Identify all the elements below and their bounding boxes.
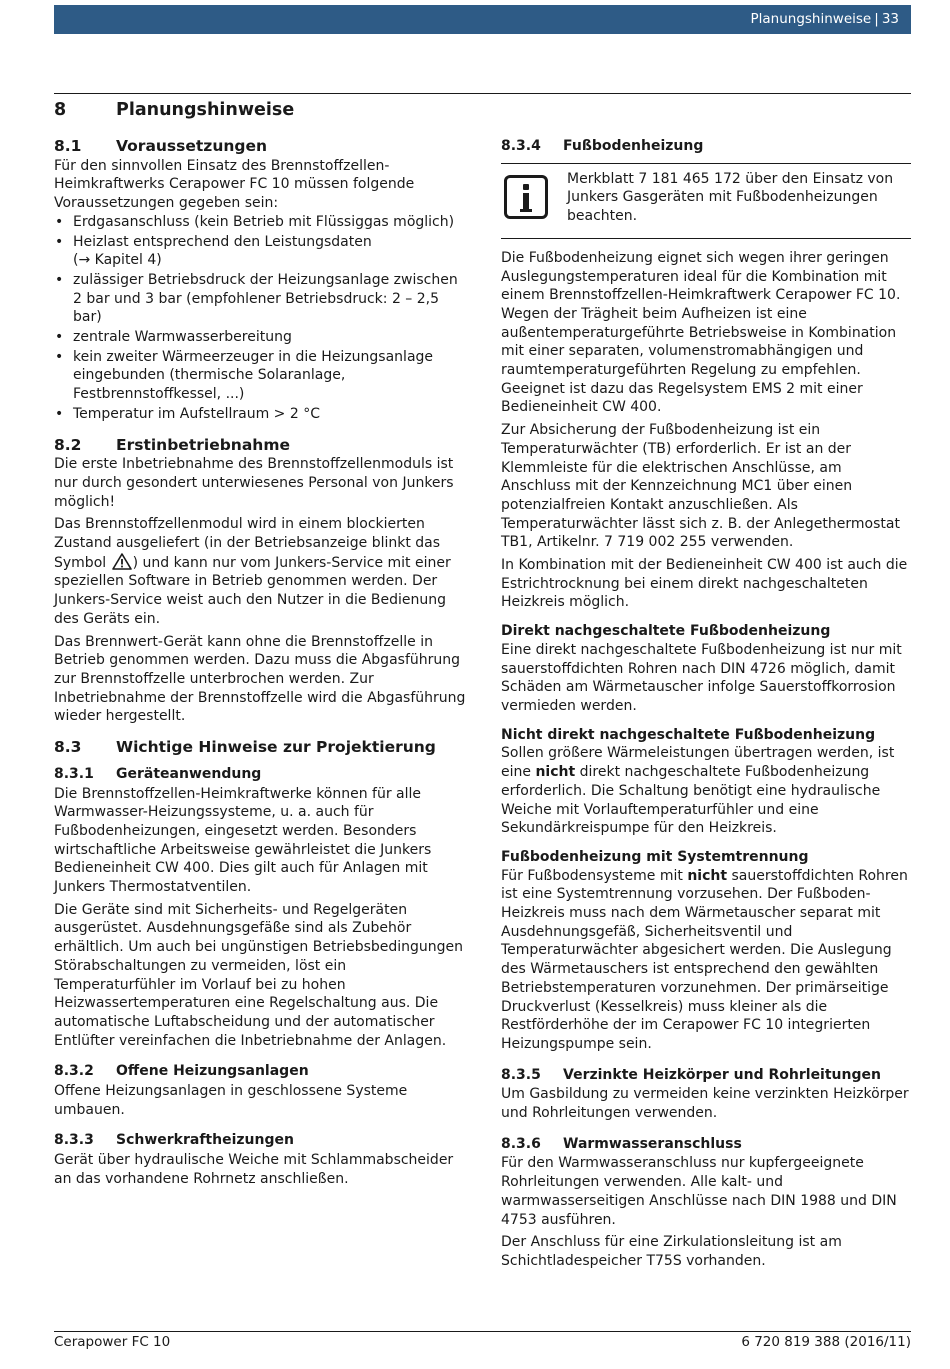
section-heading-8-3-3 — [54, 1131, 469, 1150]
section-number: 8.3.5 — [501, 1066, 541, 1083]
section-title: Fußbodenheizung — [563, 138, 704, 154]
section-heading-8-3-5 — [501, 1066, 911, 1085]
paragraph-text: direkt nachgeschaltete Fußbodenheizung erforderlich. Die Schaltung benötigt eine hydraulische Weiche mit Vorlauftemperaturfühler und eine Sekundärkreispumpe für den Heizkreis. — [501, 764, 881, 837]
bullet-icon: • — [55, 271, 64, 288]
requirements-list — [54, 213, 469, 424]
list-item-text: kein zweiter Wärmeerzeuger in die Heizungsanlage eingebunden (thermische Solaranlage, Festbrennstoffkessel, ...) — [73, 348, 434, 403]
list-item — [54, 233, 469, 270]
paragraph: Zur Absicherung der Fußbodenheizung ist ein Temperaturwächter (TB) erforderlich. Er ist an der Klemmleiste für die elektrischen Anschlüsse, am Anschluss mit der Kennzeichnung MC1 über einen potenzialfreien Kontakt anzuschließen. Als Temperaturwächter lässt sich z. B. der Anlegethermostat TB1, Artikelnr. 7 719 002 255 verwenden. — [501, 422, 900, 551]
running-header — [751, 11, 900, 27]
section-title: Offene Heizungsanlagen — [116, 1063, 309, 1080]
paragraph-text: Für Fußbodensysteme mit — [501, 867, 683, 884]
section-number: 8.3.6 — [501, 1135, 541, 1152]
paragraph — [501, 744, 911, 838]
section-number: 8.1 — [54, 137, 82, 155]
bullet-icon: • — [55, 233, 64, 250]
paragraph-text: sauerstoffdichten Rohren ist eine Systemtrennung vorzusehen. Der Fußboden-Heizkreis muss nach dem Wärmetauscher separat mit Ausdehnungsgefäß, Sicherheitsventil und Temperaturwächter abgesichert werden. Die Auslegung des Wärmetauschers ist entsprechend den gewählten Betriebstemperaturen vorzunehmen. Der primärseitige Druckverlust (Kesselkreis) muss kleiner als die Restförderhöhe der im Cerapower FC 10 integrierten Heizungspumpe sein. — [501, 867, 908, 1052]
section-title: Verzinkte Heizkörper und Rohrleitungen — [563, 1066, 881, 1083]
chapter-number: 8 — [54, 100, 67, 120]
subheading: Nicht direkt nachgeschaltete Fußbodenheizung — [501, 726, 876, 743]
list-item — [54, 328, 469, 347]
section-title: Wichtige Hinweise zur Projektierung — [116, 738, 436, 757]
chapter-title — [54, 100, 294, 120]
bullet-icon: • — [55, 213, 64, 230]
info-icon — [504, 175, 548, 219]
subheading: Direkt nachgeschaltete Fußbodenheizung — [501, 623, 831, 640]
info-note — [501, 163, 911, 239]
section-number: 8.3.1 — [54, 765, 94, 782]
chapter-title-text: Planungshinweise — [116, 100, 295, 120]
paragraph-text: Das Brennstoffzellenmodul wird in einem blockierten Zustand ausgeliefert (in der Betriebsanzeige blinkt das Symbol — [54, 516, 441, 571]
section-heading-8-3 — [54, 738, 469, 757]
section-heading-8-3-4 — [501, 137, 911, 156]
paragraph-text: Sollen größere Wärmeleistungen übertragen werden, ist eine — [501, 745, 895, 781]
footer-rule — [54, 1331, 911, 1332]
paragraph: Der Anschluss für eine Zirkulationsleitung ist am Schichtladespeicher T75S vorhanden. — [501, 1234, 842, 1269]
paragraph: Die Geräte sind mit Sicherheits- und Regelgeräten ausgerüstet. Ausdehnungsgefäße sind als Zubehör erhältlich. Um auch bei ungünstigen Betriebsbedingungen Störabschaltungen zu vermeiden, löst ein Temperaturfühler im Vorlauf bei zu hohen Heizwassertemperaturen eine Regelschaltung aus. Die automatische Luftabscheidung und der automatischer Entlüfter vereinfachen die Inbetriebnahme der Anlagen. — [54, 901, 464, 1049]
paragraph — [54, 515, 469, 628]
paragraph: Um Gasbildung zu vermeiden keine verzinkten Heizkörper und Rohrleitungen verwenden. — [501, 1086, 909, 1122]
paragraph: Das Brennwert-Gerät kann ohne die Brennstoffzelle in Betrieb genommen werden. Dazu muss die Abgasführung zur Brennstoffzelle unterbrochen werden. Zur Inbetriebnahme der Brennstoffzelle wird die Abgasführung wieder hergestellt. — [54, 633, 466, 725]
right-column — [501, 137, 911, 1275]
warning-triangle-icon — [112, 553, 132, 570]
list-item-text: zentrale Warmwasserbereitung — [73, 329, 292, 346]
note-text: Merkblatt 7 181 465 172 über den Einsatz von Junkers Gasgeräten mit Fußbodenheizungen beachten. — [567, 170, 894, 225]
left-column — [54, 137, 469, 1193]
section-title: Geräteanwendung — [116, 765, 262, 782]
bullet-icon: • — [55, 329, 64, 346]
list-item-text: Temperatur im Aufstellraum > 2 °C — [73, 405, 320, 422]
page-number: 33 — [881, 11, 899, 27]
paragraph: Die Brennstoffzellen-Heimkraftwerke können für alle Warmwasser-Heizungssysteme, u. a. auch für Fußbodenheizungen, eingesetzt werden. Besonders wirtschaftliche Arbeitsweise gewährleistet die Junkers Bedieneinheit CW 400. Dies gilt auch für Anlagen mit Junkers Thermostatventilen. — [54, 785, 432, 896]
section-number: 8.3.2 — [54, 1063, 94, 1080]
section-title: Voraussetzungen — [116, 137, 268, 155]
running-header-separator: | — [874, 11, 879, 27]
section-number: 8.3.3 — [54, 1132, 94, 1149]
list-item-text: zulässiger Betriebsdruck der Heizungsanlage zwischen 2 bar und 3 bar (empfohlener Betriebsdruck: 2 – 2,5 bar) — [73, 271, 458, 326]
list-item-text: Erdgasanschluss (kein Betrieb mit Flüssiggas möglich) — [73, 213, 455, 230]
section-number: 8.2 — [54, 435, 82, 454]
reference-text: Kapitel 4) — [94, 252, 162, 269]
section-heading-8-2 — [54, 436, 469, 455]
chapter-reference — [73, 252, 162, 268]
paragraph: Die Fußbodenheizung eignet sich wegen ihrer geringen Auslegungstemperaturen ideal für die Kombination mit einem Brennstoffzellen-Heimkraftwerk Cerapower FC 10. Wegen der Trägheit beim Aufheizen ist eine außentemperaturgeführte Betriebsweise in Kombination mit einer separaten, volumenstromabhängigen und raumtemperaturgeführten Regelung zu empfehlen. Geeignet ist dazu das Regelsystem EMS 2 mit einer Bedieneinheit CW 400. — [501, 249, 901, 416]
section-heading-8-1 — [54, 137, 469, 156]
emphasis: nicht — [535, 764, 576, 781]
footer-doc-number: 6 720 819 388 (2016/11) — [741, 1334, 911, 1350]
paragraph: Offene Heizungsanlagen in geschlossene Systeme umbauen. — [54, 1083, 408, 1118]
section-number: 8.3.4 — [501, 138, 541, 154]
arrow-right-icon: → — [78, 252, 91, 269]
paragraph: In Kombination mit der Bedieneinheit CW 400 ist auch die Estrichtrocknung bei einem direkt nachgeschalteten Heizkreis möglich. — [501, 557, 908, 611]
section-number: 8.3 — [54, 738, 82, 757]
list-item — [54, 271, 469, 327]
list-item — [54, 213, 469, 232]
footer-product: Cerapower FC 10 — [54, 1334, 171, 1350]
paragraph: Die erste Inbetriebnahme des Brennstoffzellenmoduls ist nur durch gesondert unterwiesenes Personal von Junkers möglich! — [54, 456, 454, 510]
running-header-section: Planungshinweise — [750, 11, 872, 27]
section-title: Erstinbetriebnahme — [116, 435, 290, 454]
reference-paren: ( — [73, 252, 79, 269]
section-heading-8-3-6 — [501, 1135, 911, 1154]
section-heading-8-3-1 — [54, 765, 469, 784]
paragraph-text: ) und kann nur vom Junkers-Service mit einer speziellen Software in Betrieb genommen werden. Der Junkers-Service weist auch den Nutzer in die Bedienung des Geräts ein. — [54, 554, 451, 627]
subheading: Fußbodenheizung mit Systemtrennung — [501, 848, 809, 865]
header-bar — [54, 5, 911, 34]
bullet-icon: • — [55, 348, 64, 365]
emphasis: nicht — [687, 867, 728, 884]
list-item — [54, 348, 469, 404]
paragraph: Für den Warmwasseranschluss nur kupfergeeignete Rohrleitungen verwenden. Alle kalt- und warmwasserseitigen Anschlüsse nach DIN 1988 und DIN 4753 ausführen. — [501, 1155, 897, 1228]
chapter-rule — [54, 93, 911, 94]
section-title: Schwerkraftheizungen — [116, 1132, 294, 1149]
bullet-icon: • — [55, 405, 64, 422]
section-title: Warmwasseranschluss — [563, 1135, 742, 1152]
section-heading-8-3-2 — [54, 1062, 469, 1081]
paragraph: Gerät über hydraulische Weiche mit Schlammabscheider an das vorhandene Rohrnetz anschließen. — [54, 1152, 454, 1187]
paragraph — [501, 867, 911, 1054]
list-item-text: Heizlast entsprechend den Leistungsdaten — [73, 233, 372, 250]
paragraph: Für den sinnvollen Einsatz des Brennstoffzellen-Heimkraftwerks Cerapower FC 10 müssen folgende Voraussetzungen gegeben sein: — [54, 157, 415, 212]
paragraph: Eine direkt nachgeschaltete Fußbodenheizung ist nur mit sauerstoffdichten Rohren nach DIN 4726 möglich, damit Schäden am Wärmetauscher infolge Sauerstoffkorrosion vermieden werden. — [501, 641, 902, 714]
list-item — [54, 405, 469, 424]
